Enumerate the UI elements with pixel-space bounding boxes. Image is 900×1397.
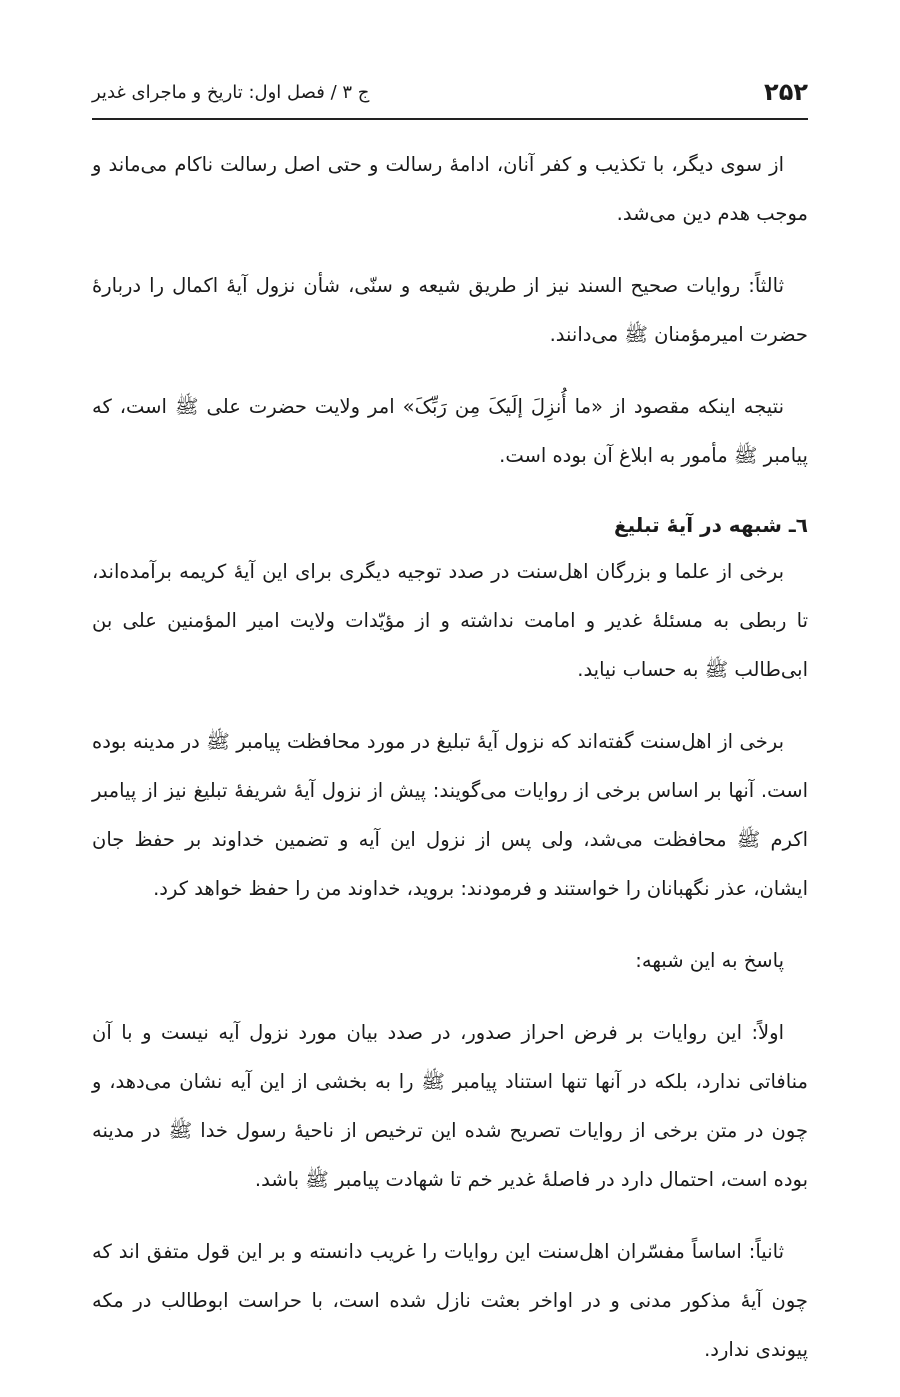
page-header	[92, 66, 808, 120]
paragraph: اولاً: این روایات بر فرض احراز صدور، در صدد بیان مورد نزول آیه نیست و با آن منافاتی ندارد، بلکه در آنها تنها استناد پیامبر ﷺ را به بخشی از این آیه نشان می‌دهد، و چون در متن برخی از روایات تصریح شده این ترخیص از ناحیهٔ رسول خدا ﷺ در مدینه بوده است، احتمال دارد در فاصلهٔ غدیر خم تا شهادت پیامبر ﷺ باشد.	[92, 1021, 808, 1191]
page-number: ۲۵۲	[764, 78, 808, 106]
section-heading: ٦ـ شبهه در آیهٔ تبلیغ	[613, 513, 808, 537]
page-body	[92, 140, 808, 1397]
paragraph: ثانیاً: اساساً مفسّران اهل‌سنت این روایات را غریب دانسته و بر این قول متفق اند که چون آیهٔ مذکور مدنی و در اواخر بعثت نازل شده است، با حراست ابوطالب در مکه پیوندی ندارد.	[92, 1240, 808, 1361]
paragraph: برخی از اهل‌سنت گفته‌اند که نزول آیهٔ تبلیغ در مورد محافظت پیامبر ﷺ در مدینه بوده است. آنها بر اساس برخی از روایات می‌گویند: پیش از نزول آیهٔ شریفهٔ تبلیغ نیز از پیامبر اکرم ﷺ محافظت می‌شد، ولی پس از نزول این آیه و تضمین خداوند بر حفظ جان ایشان، عذر نگهبانان را خواستند و فرمودند: بروید، خداوند من را حفظ خواهد کرد.	[92, 730, 808, 900]
running-title: ج ۳ / فصل اول: تاریخ و ماجرای غدیر	[92, 81, 370, 103]
paragraph: ثالثاً: روایات صحیح السند نیز از طریق شیعه و سنّی، شأن نزول آیهٔ اکمال را دربارهٔ حضرت امیرمؤمنان ﷺ می‌دانند.	[92, 274, 808, 346]
paragraph: پاسخ به این شبهه:	[635, 949, 784, 972]
paragraph: از سوی دیگر، با تکذیب و کفر آنان، ادامهٔ رسالت و حتی اصل رسالت ناکام می‌ماند و موجب هدم دین می‌شد.	[92, 153, 808, 225]
paragraph: نتیجه اینکه مقصود از «ما أُنزِلَ إلَیکَ مِن رَبِّکَ» امر ولایت حضرت علی ﷺ است، که پیامبر ﷺ مأمور به ابلاغ آن بوده است.	[92, 395, 808, 467]
paragraph: برخی از علما و بزرگان اهل‌سنت در صدد توجیه دیگری برای این آیهٔ کریمه برآمده‌اند، تا ربطی به مسئلهٔ غدیر و امامت نداشته و از مؤیّدات ولایت امیر المؤمنین علی بن ابی‌طالب ﷺ به حساب نیاید.	[92, 560, 808, 681]
